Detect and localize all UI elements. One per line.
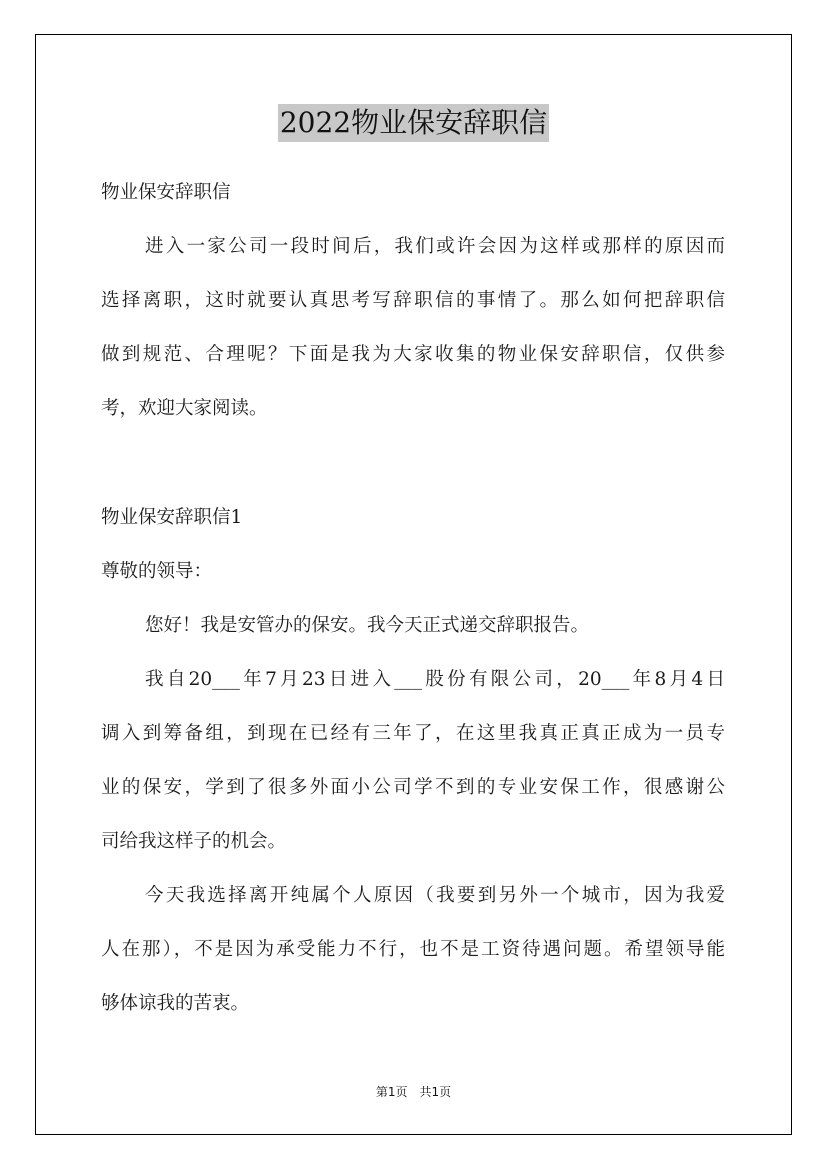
page-total: 共1页 (419, 1085, 452, 1099)
title-container (0, 104, 827, 142)
document-subtitle: 物业保安辞职信 (101, 182, 231, 203)
salutation: 尊敬的领导： (101, 561, 213, 582)
page-footer (0, 1083, 827, 1101)
paragraph2-line-4: 司给我这样子的机会。 (101, 831, 287, 852)
page-number: 第1页 (375, 1085, 408, 1099)
paragraph3-line-2: 人在那），不是因为承受能力不行，也不是工资待遇问题。希望领导能 (101, 939, 725, 960)
paragraph3-line-1: 今天我选择离开纯属个人原因（我要到另外一个城市，因为我爱 (145, 885, 725, 906)
paragraph2-line-3: 业的保安，学到了很多外面小公司学不到的专业安保工作，很感谢公 (101, 777, 725, 798)
paragraph3-line-3: 够体谅我的苦衷。 (101, 993, 250, 1014)
intro-line-4: 考，欢迎大家阅读。 (101, 398, 268, 419)
greeting-line: 您好！我是安管办的保安。我今天正式递交辞职报告。 (145, 615, 590, 636)
paragraph2-line-1: 我自20___年7月23日进入___股份有限公司，20___年8月4日 (145, 669, 725, 690)
section-title: 物业保安辞职信1 (101, 507, 243, 528)
document-title: 2022物业保安辞职信 (278, 104, 549, 142)
intro-line-2: 选择离职，这时就要认真思考写辞职信的事情了。那么如何把辞职信 (101, 290, 725, 311)
intro-line-3: 做到规范、合理呢？下面是我为大家收集的物业保安辞职信，仅供参 (101, 344, 725, 365)
intro-line-1: 进入一家公司一段时间后，我们或许会因为这样或那样的原因而 (145, 236, 725, 257)
paragraph2-line-2: 调入到筹备组，到现在已经有三年了，在这里我真正真正成为一员专 (101, 723, 725, 744)
